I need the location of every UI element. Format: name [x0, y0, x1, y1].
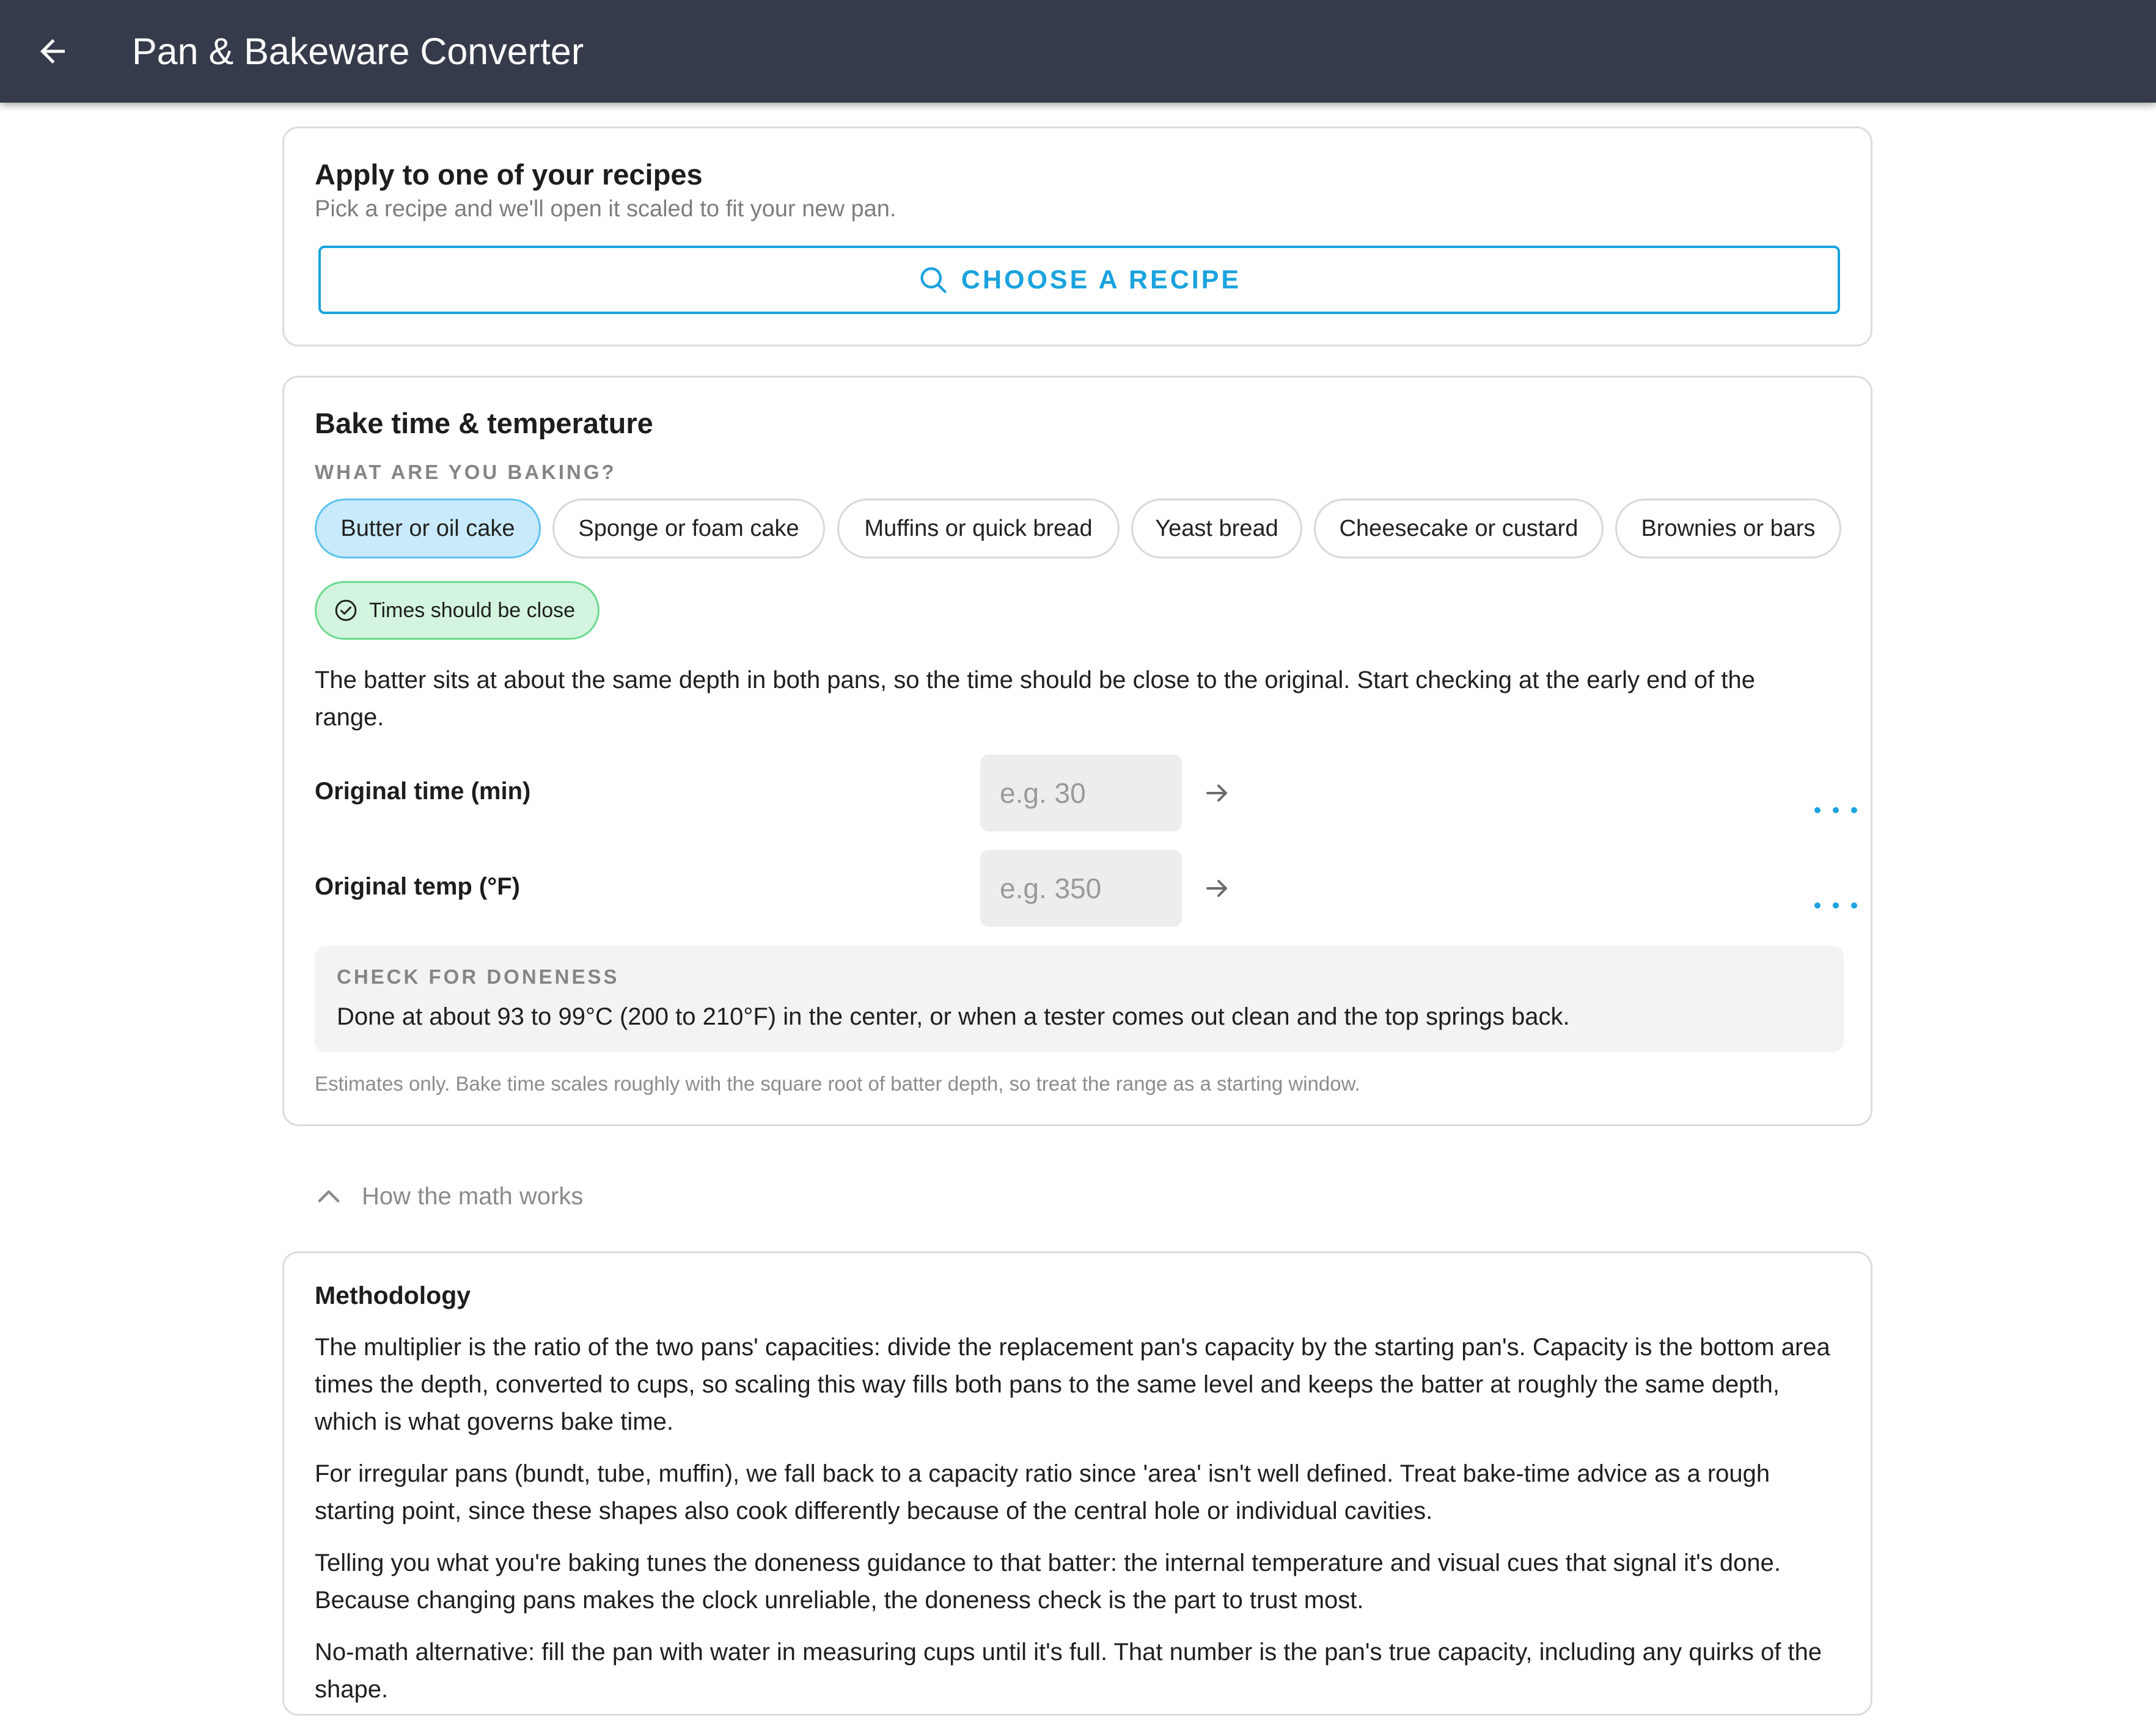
app-title: Pan & Bakeware Converter — [132, 31, 584, 72]
chip-sponge-or-foam-cake[interactable] — [552, 499, 825, 558]
chip-butter-or-oil-cake[interactable] — [315, 499, 541, 558]
doneness-heading: CHECK FOR DONENESS — [337, 965, 620, 988]
dot — [1851, 807, 1857, 813]
chip-brownies-or-bars[interactable] — [1615, 499, 1841, 558]
original-temp-input[interactable] — [980, 850, 1182, 927]
bake-card-title: Bake time & temperature — [315, 407, 653, 439]
methodology-paragraph: Telling you what you're baking tunes the doneness guidance to that batter: the internal temperature and visual cues that signal it's done. Because changing pans makes the clock unreliable, the doneness check is the part to trust most. — [315, 1549, 1781, 1614]
baking-question: WHAT ARE YOU BAKING? — [315, 461, 617, 483]
original-time-label: Original time (min) — [315, 778, 531, 805]
search-icon — [917, 264, 949, 296]
dot — [1851, 902, 1857, 909]
status-badge — [315, 581, 600, 640]
back-button[interactable] — [31, 29, 75, 73]
chip-cheesecake-or-custard[interactable] — [1314, 499, 1604, 558]
chip-label: Butter or oil cake — [340, 515, 515, 541]
time-explanation: The batter sits at about the same depth in both pans, so the time should be close to the original. Start checking at the early end of the range. — [315, 667, 1755, 731]
temp-more-button[interactable] — [1814, 893, 1857, 918]
recipe-card-title: Apply to one of your recipes — [315, 158, 703, 191]
math-toggle[interactable] — [313, 1176, 583, 1216]
recipe-card-subtitle: Pick a recipe and we'll open it scaled to fit your new pan. — [315, 196, 897, 222]
bake-time-card — [282, 376, 1872, 1126]
original-temp-label: Original temp (°F) — [315, 873, 520, 900]
doneness-text: Done at about 93 to 99°C (200 to 210°F) in the center, or when a tester comes out clean and the top springs back. — [337, 1003, 1570, 1030]
doneness-box — [315, 946, 1844, 1052]
arrow-left-icon — [34, 33, 71, 70]
status-badge-label: Times should be close — [369, 598, 576, 622]
methodology-paragraph: No-math alternative: fill the pan with water in measuring cups until it's full. That number is the pan's true capacity, including any quirks of the shape. — [315, 1639, 1822, 1703]
chip-label: Yeast bread — [1155, 515, 1278, 541]
arrow-right-icon — [1203, 778, 1232, 808]
estimate-footnote: Estimates only. Bake time scales roughly with the square root of batter depth, so treat the range as a starting window. — [315, 1072, 1360, 1095]
chip-label: Muffins or quick bread — [864, 515, 1093, 541]
dot — [1814, 902, 1821, 909]
methodology-body — [315, 1329, 1836, 1723]
methodology-card — [282, 1251, 1872, 1716]
methodology-paragraph: The multiplier is the ratio of the two pans' capacities: divide the replacement pan's capacity by the starting pan's. Capacity is the bottom area times the depth, converted to cups, so scaling this way fills both pans to the same level and keeps the batter at roughly the same depth, which is what governs bake time. — [315, 1334, 1830, 1435]
dot — [1814, 807, 1821, 813]
dot — [1833, 902, 1839, 909]
dot — [1833, 807, 1839, 813]
time-more-button[interactable] — [1814, 798, 1857, 822]
choose-recipe-label: CHOOSE A RECIPE — [961, 265, 1242, 294]
chip-muffins-or-quick-bread[interactable] — [837, 499, 1120, 558]
chip-label: Sponge or foam cake — [578, 515, 799, 541]
original-time-input[interactable] — [980, 755, 1182, 832]
chip-label: Brownies or bars — [1641, 515, 1816, 541]
chip-label: Cheesecake or custard — [1339, 515, 1579, 541]
math-toggle-label: How the math works — [362, 1182, 584, 1210]
app-bar — [0, 0, 2156, 103]
apply-recipe-card — [282, 126, 1872, 346]
chip-yeast-bread[interactable] — [1131, 499, 1302, 558]
methodology-title: Methodology — [315, 1281, 471, 1309]
arrow-right-icon — [1203, 874, 1232, 903]
chevron-up-icon — [313, 1180, 345, 1212]
check-circle-icon — [334, 598, 358, 623]
choose-recipe-button[interactable] — [318, 246, 1840, 314]
methodology-paragraph: For irregular pans (bundt, tube, muffin), we fall back to a capacity ratio since 'area' isn't well defined. Treat bake-time advice as a rough starting point, since these shapes also cook differently because of the central hole or individual cavities. — [315, 1460, 1770, 1524]
